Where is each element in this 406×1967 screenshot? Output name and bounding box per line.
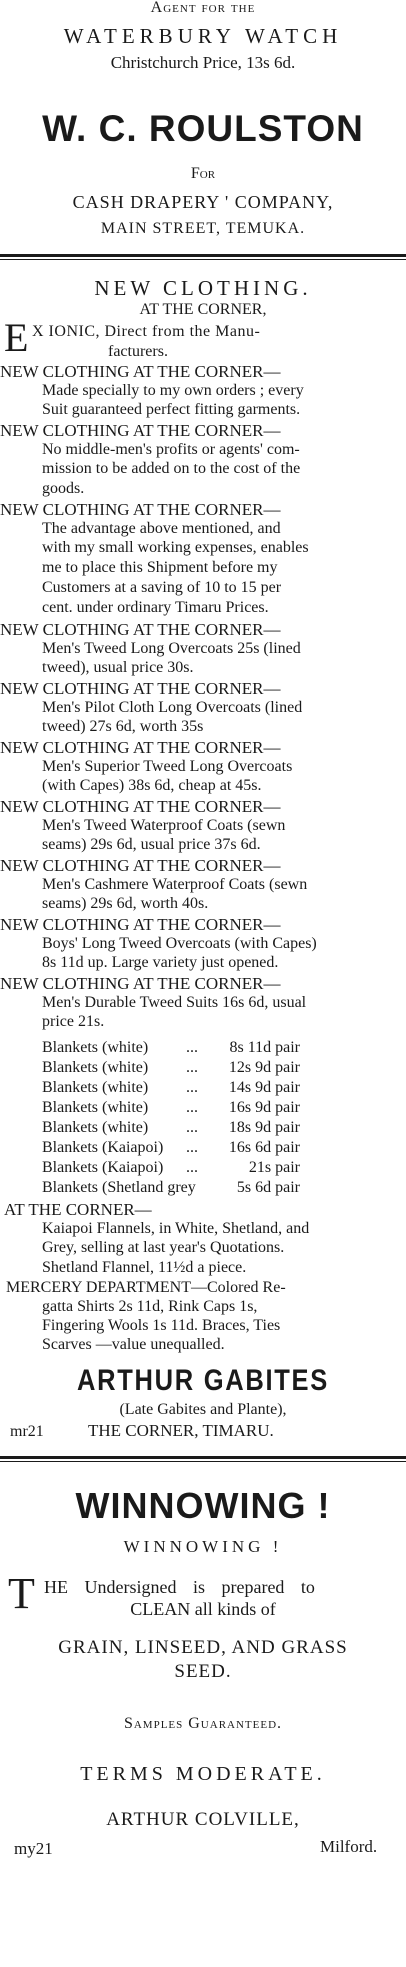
section-heading: NEW CLOTHING AT THE CORNER— — [0, 362, 281, 381]
body-line: Men's Superior Tweed Long Overcoats — [42, 758, 293, 775]
body-line: price 21s. — [42, 1013, 105, 1030]
item-price: 8s 11d pair — [229, 1039, 300, 1056]
body-line: Shetland Flannel, 11½d a piece. — [42, 1259, 247, 1276]
price-row — [42, 1100, 300, 1116]
company-line: CASH DRAPERY ' COMPANY, — [72, 192, 334, 212]
signature-name: ARTHUR GABITES — [77, 1364, 329, 1397]
for-line: For — [190, 165, 216, 182]
signature-address: THE CORNER, TIMARU. — [88, 1421, 274, 1440]
body-line: Fingering Wools 1s 11d. Braces, Ties — [42, 1317, 281, 1334]
place-line: Milford. — [320, 1837, 378, 1856]
item-price: 5s 6d pair — [236, 1179, 300, 1196]
samples-line: Samples Guaranteed. — [123, 1715, 283, 1732]
watch-price: Christchurch Price, 13s 6d. — [110, 53, 296, 72]
price-row — [42, 1080, 300, 1096]
price-row — [42, 1120, 300, 1136]
body-line: Customers at a saving of 10 to 15 per — [42, 579, 282, 596]
body-line: 8s 11d up. Large variety just opened. — [42, 954, 279, 971]
body-line: Suit guaranteed perfect fitting garments. — [42, 401, 301, 418]
seed-line: SEED. — [174, 1661, 232, 1682]
leader-dots: ... — [186, 1059, 198, 1076]
item-name: Blankets (Shetland grey — [42, 1179, 196, 1196]
price-row — [42, 1140, 300, 1156]
body-line: HE Undersigned is prepared to — [44, 1577, 315, 1597]
roulston-name: W. C. ROULSTON — [42, 108, 364, 149]
divider — [0, 259, 406, 260]
divider — [0, 1456, 406, 1459]
item-price: 16s 6d pair — [228, 1139, 300, 1156]
signature-note: (Late Gabites and Plante), — [119, 1401, 287, 1418]
section-heading: NEW CLOTHING AT THE CORNER— — [0, 679, 281, 698]
body-line: Grey, selling at last year's Quotations. — [42, 1239, 285, 1256]
body-line: Men's Tweed Long Overcoats 25s (lined — [42, 640, 301, 657]
body-line: The advantage above mentioned, and — [42, 520, 281, 537]
insertion-code: mr21 — [10, 1423, 44, 1440]
divider — [0, 254, 406, 257]
drop-cap-t: T — [8, 1569, 35, 1618]
body-line: seams) 29s 6d, usual price 37s 6d. — [42, 836, 261, 853]
ad-subhead: AT THE CORNER, — [139, 301, 267, 318]
leader-dots: ... — [186, 1139, 198, 1156]
section-heading: NEW CLOTHING AT THE CORNER— — [0, 500, 281, 519]
agent-line: Agent for the — [150, 0, 256, 16]
price-row — [42, 1180, 300, 1196]
body-line: with my small working expenses, enables — [42, 539, 309, 556]
ad-headline: NEW CLOTHING. — [94, 276, 312, 300]
section-heading: NEW CLOTHING AT THE CORNER— — [0, 974, 281, 993]
item-price: 12s 9d pair — [228, 1059, 300, 1076]
body-line: Boys' Long Tweed Overcoats (with Capes) — [42, 935, 317, 952]
body-line: mission to be added on to the cost of the — [42, 460, 301, 477]
body-line: cent. under ordinary Timaru Prices. — [42, 599, 269, 616]
divider — [0, 1461, 406, 1462]
terms-line: TERMS MODERATE. — [80, 1763, 326, 1785]
body-line: Kaiapoi Flannels, in White, Shetland, and — [42, 1220, 310, 1237]
body-line: seams) 29s 6d, worth 40s. — [42, 895, 209, 912]
mercery-heading: MERCERY DEPARTMENT—Colored Re- — [6, 1279, 286, 1296]
leader-dots: ... — [186, 1039, 198, 1056]
intro-line: X IONIC, Direct from the Manu- — [32, 323, 261, 340]
leader-dots: ... — [186, 1119, 198, 1136]
body-line: gatta Shirts 2s 11d, Rink Caps 1s, — [42, 1298, 258, 1315]
body-line: CLEAN all kinds of — [130, 1599, 276, 1619]
section-heading: NEW CLOTHING AT THE CORNER— — [0, 738, 281, 757]
body-line: Men's Cashmere Waterproof Coats (sewn — [42, 876, 308, 893]
item-price: 18s 9d pair — [228, 1119, 300, 1136]
price-row — [42, 1040, 300, 1056]
item-name: Blankets (white) — [42, 1079, 149, 1096]
section-heading: NEW CLOTHING AT THE CORNER— — [0, 797, 281, 816]
section-heading: NEW CLOTHING AT THE CORNER— — [0, 856, 281, 875]
body-line: Made specially to my own orders ; every — [42, 382, 304, 399]
section-heading: NEW CLOTHING AT THE CORNER— — [0, 421, 281, 440]
item-price: 14s 9d pair — [228, 1079, 300, 1096]
leader-dots: ... — [186, 1159, 198, 1176]
body-line: tweed), usual price 30s. — [42, 659, 194, 676]
body-line: Scarves —value unequalled. — [42, 1336, 225, 1353]
body-line: Men's Durable Tweed Suits 16s 6d, usual — [42, 994, 307, 1011]
body-line: me to place this Shipment before my — [42, 559, 278, 576]
section-heading: NEW CLOTHING AT THE CORNER— — [0, 915, 281, 934]
section-heading: AT THE CORNER— — [4, 1200, 152, 1219]
grain-line: GRAIN, LINSEED, AND GRASS — [58, 1637, 348, 1658]
body-line: tweed) 27s 6d, worth 35s — [42, 718, 204, 735]
intro-line: facturers. — [108, 343, 168, 360]
item-price: 21s pair — [248, 1159, 300, 1176]
item-name: Blankets (white) — [42, 1099, 149, 1116]
item-name: Blankets (white) — [42, 1039, 149, 1056]
body-line: (with Capes) 38s 6d, cheap at 45s. — [42, 777, 262, 794]
body-line: Men's Tweed Waterproof Coats (sewn — [42, 817, 286, 834]
item-price: 16s 9d pair — [228, 1099, 300, 1116]
drop-cap-e: E — [4, 315, 29, 360]
price-row — [42, 1060, 300, 1076]
insertion-code: my21 — [14, 1839, 53, 1858]
price-row — [42, 1160, 300, 1176]
leader-dots: ... — [186, 1079, 198, 1096]
colville-name: ARTHUR COLVILLE, — [106, 1809, 300, 1830]
body-line: goods. — [42, 480, 85, 497]
item-name: Blankets (white) — [42, 1059, 149, 1076]
item-name: Blankets (Kaiapoi) — [42, 1159, 164, 1176]
winnowing-subtitle: WINNOWING ! — [123, 1537, 283, 1556]
item-name: Blankets (Kaiapoi) — [42, 1139, 164, 1156]
section-heading: NEW CLOTHING AT THE CORNER— — [0, 620, 281, 639]
body-line: Men's Pilot Cloth Long Overcoats (lined — [42, 699, 303, 716]
waterbury-watch: WATERBURY WATCH — [63, 24, 343, 48]
address-line: MAIN STREET, TEMUKA. — [100, 220, 306, 237]
winnowing-title: WINNOWING ! — [75, 1485, 331, 1526]
item-name: Blankets (white) — [42, 1119, 149, 1136]
body-line: No middle-men's profits or agents' com- — [42, 441, 300, 458]
leader-dots: ... — [186, 1099, 198, 1116]
